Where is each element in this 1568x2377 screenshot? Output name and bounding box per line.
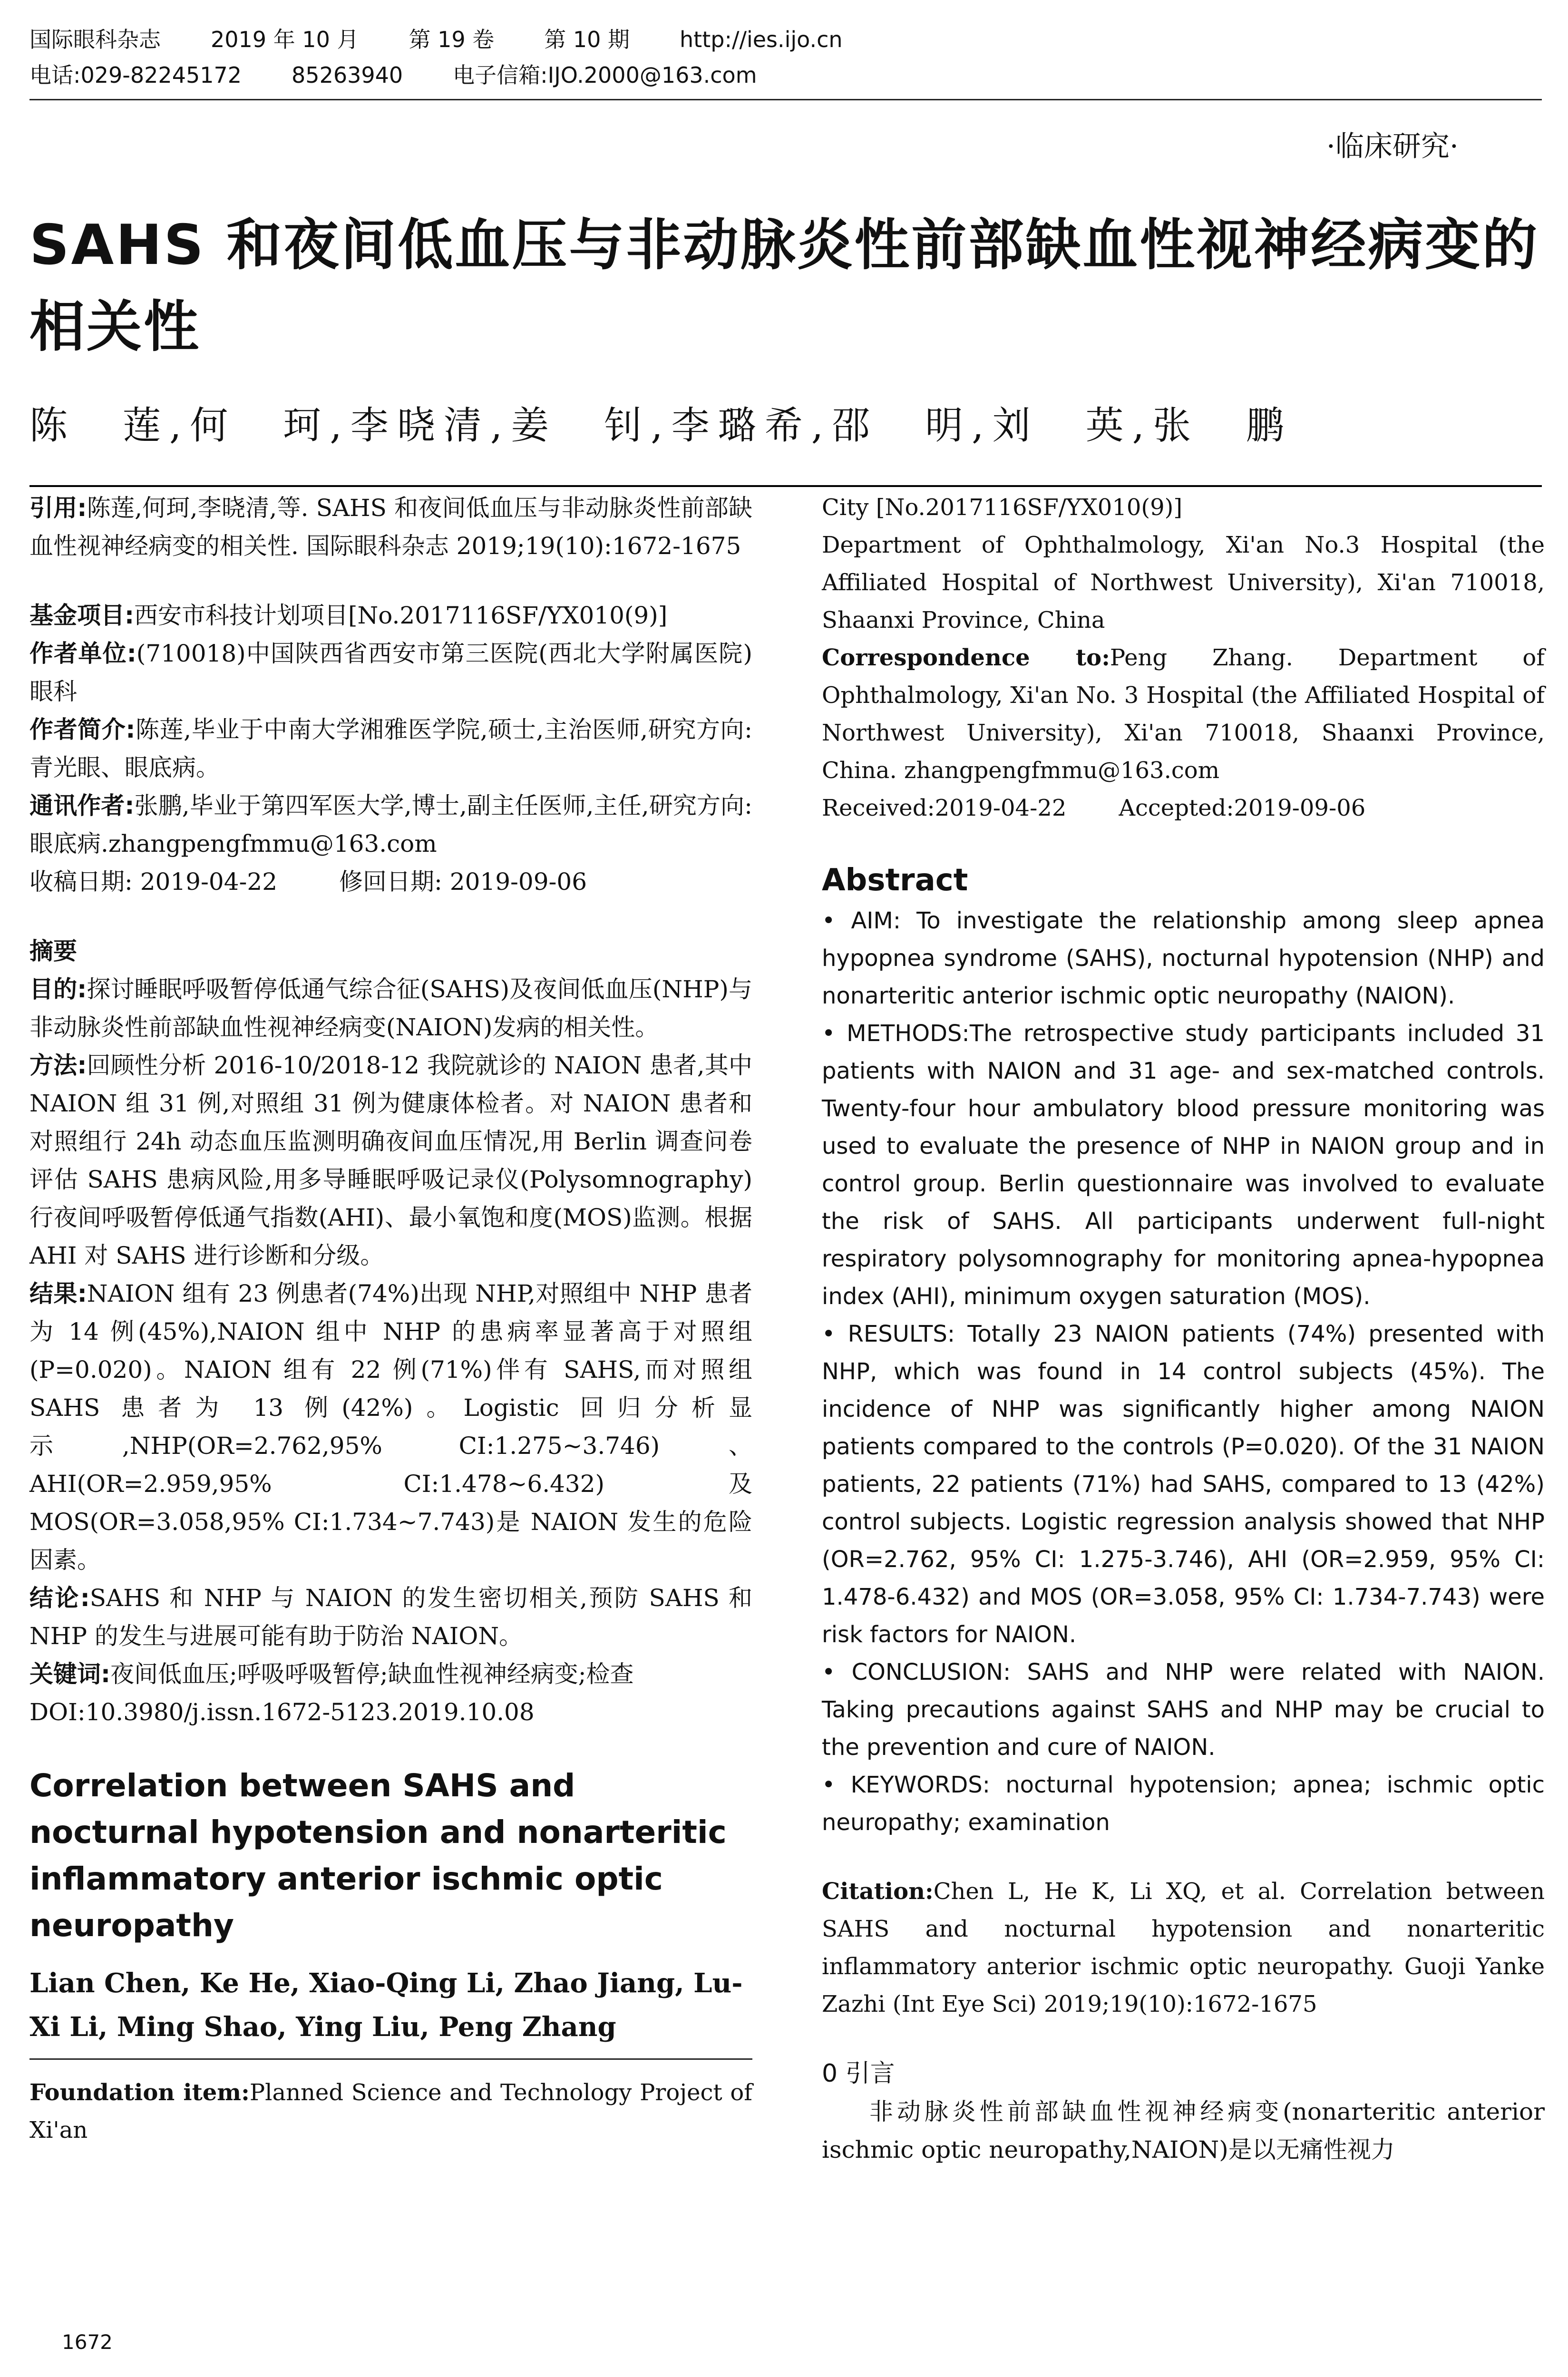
- doi[interactable]: DOI:10.3980/j.issn.1672-5123.2019.10.08: [29, 1698, 535, 1726]
- right-column: [822, 489, 1545, 2169]
- methods-en: • METHODS:The retrospective study participants included 31 patients with NAION and 31 age- and sex-matched controls. Twenty-four hour ambulatory blood pressure monitoring was used to evaluate the presence of NHP in NAION group and in control group. Berlin questionnaire was involved to evaluate the risk of SAHS. All participants underwent full-night respiratory polysomnography for monitoring apnea-hypopnea index (AHI), minimum oxygen saturation (MOS).: [822, 1020, 1545, 1310]
- phone-2: 85263940: [292, 62, 403, 88]
- conclusion-en: • CONCLUSION: SAHS and NHP were related with NAION. Taking precautions against SAHS and NHP may be crucial to the prevention and cure of NAION.: [822, 1659, 1545, 1761]
- english-title: Correlation between SAHS and nocturnal hypotension and nonarteritic inflammatory anterior ischmic optic neuropathy: [29, 1767, 727, 1944]
- results-cn: 结果:NAION 组有 23 例患者(74%)出现 NHP,对照组中 NHP 患者为 14 例(45%),NAION 组中 NHP 的患病率显著高于对照组(P=0.020)。NAION 组有 22 例(71%)伴有 SAHS,而对照组 SAHS 患者为 13 例(42%)。Logistic 回归分析显示,NHP(OR=2.762,95% CI:1.275~3.746)、AHI(OR=2.959,95% CI:1.478~6.432)及 MOS(OR=3.058,95% CI:1.734~7.743)是 NAION 发生的危险因素。: [29, 1280, 752, 1574]
- bio-cn: 作者简介:陈莲,毕业于中南大学湘雅医学院,硕士,主治医师,研究方向:青光眼、眼底病。: [29, 716, 752, 781]
- section-label: ·临床研究·: [1326, 130, 1459, 163]
- citation-cn: 引用:陈莲,何珂,李晓清,等. SAHS 和夜间低血压与非动脉炎性前部缺血性视神经病变的相关性. 国际眼科杂志 2019;19(10):1672-1675: [29, 494, 753, 560]
- methods-cn: 方法:回顾性分析 2016-10/2018-12 我院就诊的 NAION 患者,其中 NAION 组 31 例,对照组 31 例为健康体检者。对 NAION 患者和对照组行 24h 动态血压监测明确夜间血压情况,用 Berlin 调查问卷评估 SAHS 患病风险,用多导睡眠呼吸记录仪(Polysomnography)行夜间呼吸暂停低通气指数(AHI)、最小氧饱和度(MOS)监测。根据 AHI 对 SAHS 进行诊断和分级。: [29, 1052, 752, 1269]
- dates-cn: 收稿日期: 2019-04-22 修回日期: 2019-09-06: [29, 868, 587, 896]
- authors-cn: 陈 莲,何 珂,李晓清,姜 钊,李璐希,邵 明,刘 英,张 鹏: [29, 403, 1293, 448]
- journal-name: 国际眼科杂志: [29, 27, 161, 52]
- main-rule: [29, 485, 1542, 487]
- journal-header: [29, 22, 1542, 93]
- article-title: SAHS 和夜间低血压与非动脉炎性前部缺血性视神经病变的相关性: [29, 213, 1539, 359]
- fund-cn: 基金项目:西安市科技计划项目[No.2017116SF/YX010(9)]: [29, 602, 668, 629]
- aim-cn: 目的:探讨睡眠呼吸暂停低通气综合征(SAHS)及夜间低血压(NHP)与非动脉炎性前部缺血性视神经病变(NAION)发病的相关性。: [29, 975, 752, 1041]
- intro-head: 0 引言: [822, 2059, 895, 2088]
- unit-cn: 作者单位:(710018)中国陕西省西安市第三医院(西北大学附属医院)眼科: [29, 640, 752, 705]
- issue-number: 第 10 期: [544, 27, 630, 52]
- intro-text: 非动脉炎性前部缺血性视神经病变(nonarteritic anterior ischmic optic neuropathy,NAION)是以无痛性视力: [822, 2098, 1545, 2163]
- conclusion-cn: 结论:SAHS 和 NHP 与 NAION 的发生密切相关,预防 SAHS 和 NHP 的发生与进展可能有助于防治 NAION。: [29, 1584, 752, 1650]
- volume: 第 19 卷: [409, 27, 495, 52]
- left-column: [29, 489, 752, 2149]
- corr-cn: 通讯作者:张鹏,毕业于第四军医大学,博士,副主任医师,主任,研究方向:眼底病.zhangpengfmmu@163.com: [29, 792, 753, 857]
- phone: 电话:029-82245172: [29, 62, 242, 88]
- citation-en: Citation:Chen L, He K, Li XQ, et al. Correlation between SAHS and nocturnal hypotension and nonarteritic inflammatory anterior ischmic optic neuropathy. Guoji Yanke Zazhi (Int Eye Sci) 2019;19(10):1672-1675: [822, 1878, 1545, 2017]
- email[interactable]: 电子信箱:IJO.2000@163.com: [453, 62, 757, 88]
- abstract-head-cn: 摘要: [29, 937, 77, 965]
- results-en: • RESULTS: Totally 23 NAION patients (74%) presented with NHP, which was found in 14 control subjects (45%). The incidence of NHP was significantly higher among NAION patients compared to the controls (P=0.020). Of the 31 NAION patients, 22 patients (71%) had SAHS, compared to 13 (42%) control subjects. Logistic regression analysis showed that NHP (OR=2.762, 95% CI: 1.275-3.746), AHI (OR=2.959, 95% CI: 1.478-6.432) and MOS (OR=3.058, 95% CI: 1.734-7.743) were risk factors for NAION.: [822, 1321, 1545, 1648]
- keywords-cn: 关键词:夜间低血压;呼吸呼吸暂停;缺血性视神经病变;检查: [29, 1660, 634, 1688]
- abstract-head-en: Abstract: [822, 863, 968, 898]
- english-authors: Lian Chen, Ke He, Xiao-Qing Li, Zhao Jiang, Lu-Xi Li, Ming Shao, Ying Liu, Peng Zhang: [29, 1968, 743, 2043]
- department-en: Department of Ophthalmology, Xi'an No.3 Hospital (the Affiliated Hospital of Northwest University), Xi'an 710018, Shaanxi Province, China: [822, 532, 1545, 633]
- journal-url[interactable]: http://ies.ijo.cn: [680, 27, 843, 52]
- correspondence-en: Correspondence to:Peng Zhang. Department of Ophthalmology, Xi'an No. 3 Hospital (the Affiliated Hospital of Northwest University), Xi'an 710018, Shaanxi Province, China. zhangpengfmmu@163.com: [822, 644, 1545, 784]
- foundation-en-cont: City [No.2017116SF/YX010(9)]: [822, 494, 1183, 521]
- english-rule: [29, 2058, 752, 2060]
- page-number: 1672: [62, 2330, 113, 2354]
- aim-en: • AIM: To investigate the relationship among sleep apnea hypopnea syndrome (SAHS), nocturnal hypotension (NHP) and nonarteritic anterior ischmic optic neuropathy (NAION).: [822, 907, 1545, 1009]
- keywords-en: • KEYWORDS: nocturnal hypotension; apnea; ischmic optic neuropathy; examination: [822, 1772, 1545, 1836]
- issue-date: 2019 年 10 月: [211, 27, 359, 52]
- header-rule: [29, 99, 1542, 100]
- dates-en: Received:2019-04-22 Accepted:2019-09-06: [822, 795, 1366, 821]
- foundation-en: Foundation item:Planned Science and Technology Project of Xi'an: [29, 2079, 752, 2143]
